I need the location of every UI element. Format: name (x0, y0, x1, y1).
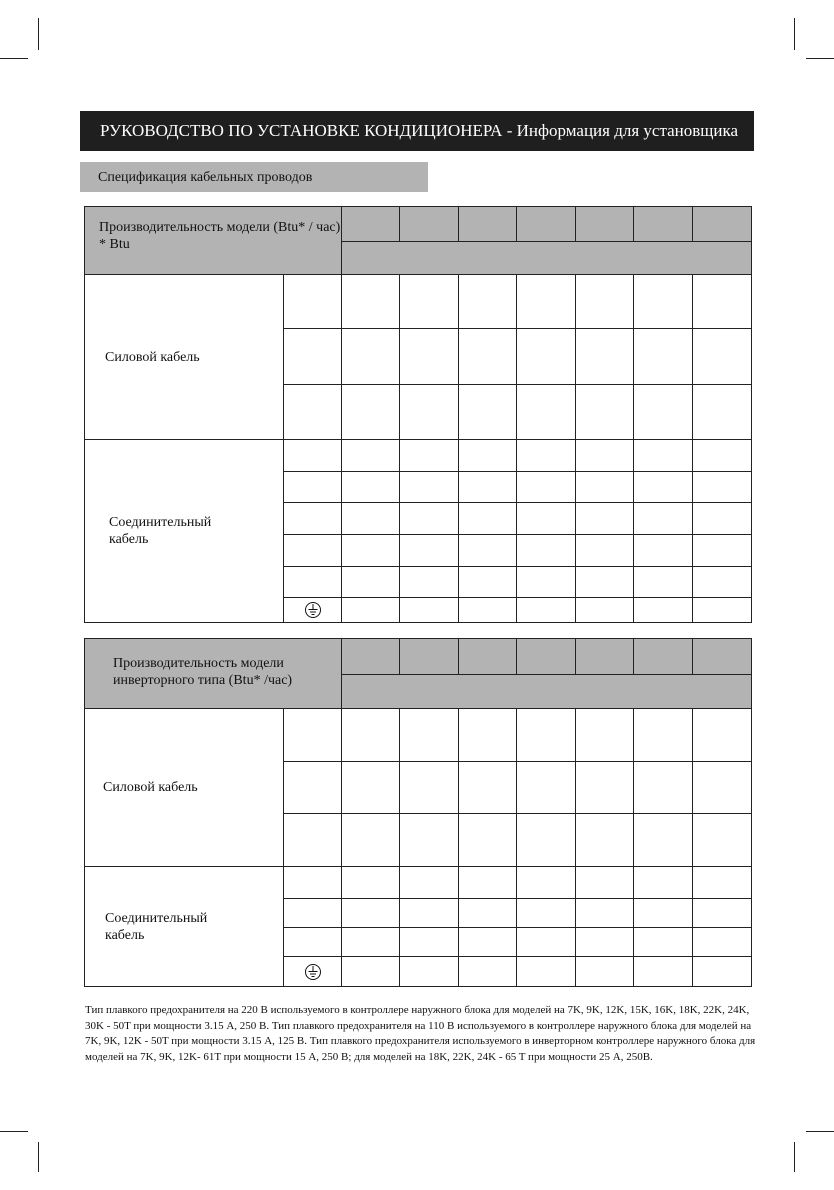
inverter-power-cable-label: Силовой кабель (103, 780, 198, 795)
crop-mark (38, 1142, 39, 1172)
crop-mark (806, 58, 834, 59)
model-cell (576, 639, 634, 675)
connecting-cable-cell (85, 440, 284, 623)
model-cell (517, 207, 576, 242)
inverter-power-cable-cell (85, 709, 284, 867)
cable-spec-table (84, 206, 752, 623)
ground-cell (284, 957, 342, 987)
ground-symbol-icon (304, 601, 322, 619)
ground-cell (284, 598, 342, 623)
power-cable-cell (85, 275, 284, 440)
crop-mark (794, 1142, 795, 1172)
model-cell (634, 639, 693, 675)
capacity-label: Производительность модели (Btu* / час) * Btu (99, 220, 341, 252)
crop-mark (0, 58, 28, 59)
capacity-value-cell (342, 242, 752, 275)
model-cell (693, 207, 752, 242)
model-cell (400, 639, 459, 675)
fuse-footnote: Тип плавкого предохранителя на 220 В используемого в контроллере наружного блока для моделей на 7K, 9K, 12K, 15K, 16K, 18K, 22K, 24K, 30K - 50T при мощности 3.15 А, 250 В. Тип плавкого предохранителя на 110 В используемого в контроллере наружного блока для моделей на 7K, 9K, 12K - 50T при мощности 3.15 А, 125 В. Тип плавкого предохранителя используемого в инверторном контроллере наружного блока для моделей на 7K, 9K, 12K- 61T при мощности 15 А, 250 В; для моделей на 18K, 22K, 24K - 65 T при мощности 25 А, 250В. (85, 1004, 756, 1063)
connecting-cable-label: Соединительный кабель (109, 515, 212, 547)
section-title: Спецификация кабельных проводов (80, 162, 428, 192)
crop-mark (38, 18, 39, 50)
model-cell (517, 639, 576, 675)
crop-mark (806, 1131, 834, 1132)
inverter-capacity-label: Производительность модели инверторного типа (Btu* /час) (113, 656, 293, 688)
page-header: РУКОВОДСТВО ПО УСТАНОВКЕ КОНДИЦИОНЕРА - Информация для установщика (80, 111, 754, 151)
inverter-capacity-header-cell (85, 639, 342, 709)
model-cell (693, 639, 752, 675)
inverter-capacity-value-cell (342, 675, 752, 709)
model-cell (342, 207, 400, 242)
model-cell (459, 639, 517, 675)
crop-mark (0, 1131, 28, 1132)
inverter-connecting-cable-label: Соединительный кабель (105, 910, 208, 943)
model-cell (634, 207, 693, 242)
model-cell (459, 207, 517, 242)
crop-mark (794, 18, 795, 50)
ground-symbol-icon (304, 963, 322, 981)
power-cable-label: Силовой кабель (105, 349, 200, 365)
inverter-cable-spec-table (84, 638, 752, 987)
capacity-header-cell (85, 207, 342, 275)
model-cell (576, 207, 634, 242)
model-cell (400, 207, 459, 242)
inverter-connecting-cable-cell (85, 867, 284, 987)
model-cell (342, 639, 400, 675)
